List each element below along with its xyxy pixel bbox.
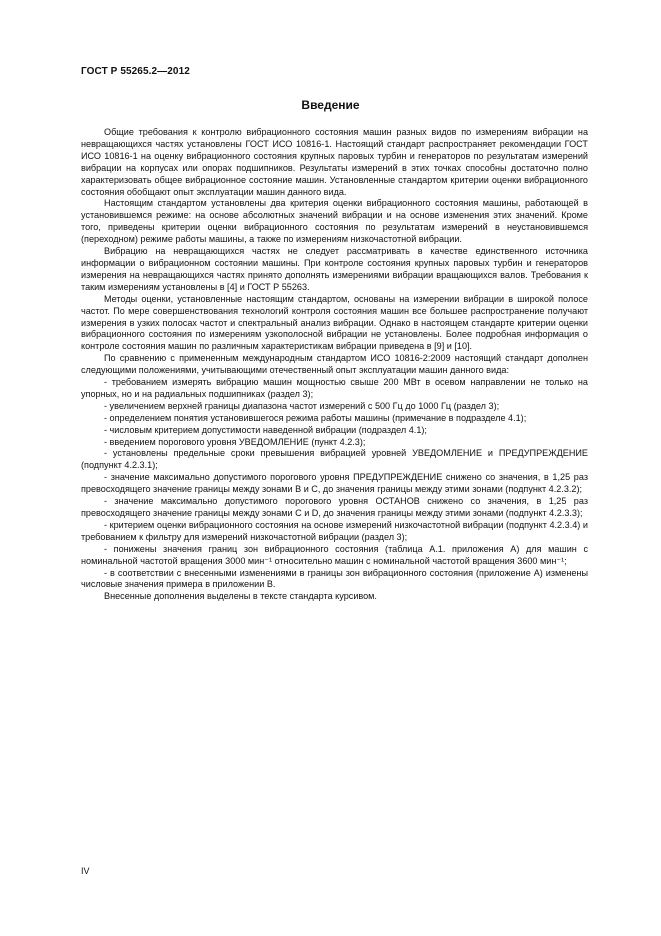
list-item: - значение максимально допустимого порогового уровня ОСТАНОВ снижено со значения, в 1,25 раз превосходящего значение границы между зонами С и D, до значения границы между этими зонами (подпункт 4.2.3.3);: [81, 496, 588, 518]
paragraph: Настоящим стандартом установлены два критерия оценки вибрационного состояния машины, работающей в установившемся режиме: на основе абсолютных значений вибрации и на основе изменения этих значений. Кроме того, приведены критерии оценки вибрационного состояния по результатам измерений в неустановившемся (переходном) режиме работы машины, а также по измерениям низкочастотной вибрации.: [81, 198, 588, 245]
list-item: - числовым критерием допустимости наведенной вибрации (подраздел 4.1);: [104, 424, 427, 435]
list-item: - введением порогового уровня УВЕДОМЛЕНИЕ (пункт 4.2.3);: [104, 436, 366, 447]
document-header: ГОСТ Р 55265.2—2012: [81, 66, 190, 77]
paragraph: Общие требования к контролю вибрационного состояния машин разных видов по измерениям вибрации на невращающихся частях установлены ГОСТ ИСО 10816-1. Настоящий стандарт распространяет рекомендации ГОСТ ИСО 10816-1 на оценку вибрационного состояния крупных паровых турбин и генераторов по результатам измерений вибрации на корпусах или опорах подшипников. Результаты измерений в этих точках способны достаточно полно характеризовать общее вибрационное состояние машин. Установленные стандартом критерии оценки вибрационного состояния обобщают опыт эксплуатации машин данного вида.: [81, 127, 588, 197]
list-item: - в соответствии с внесенными изменениями в границы зон вибрационного состояния (приложение А) изменены числовые значения примера в приложении В.: [81, 567, 588, 590]
list-item: - определением понятия установившегося режима работы машины (примечание в подразделе 4.1);: [104, 412, 527, 423]
list-item: - критерием оценки вибрационного состояния на основе измерений низкочастотной вибрации (подпункт 4.2.3.4) и требованием к фильтру для измерений низкочастотной вибрации (раздел 3);: [81, 519, 588, 542]
paragraph: По сравнению с примененным международным стандартом ИСО 10816-2:2009 настоящий стандарт дополнен следующими положениями, учитывающими отечественный опыт эксплуатации машин данного вида:: [81, 353, 588, 376]
page-number: IV: [81, 866, 90, 876]
paragraph: Методы оценки, установленные настоящим стандартом, основаны на измерении вибрации в широкой полосе частот. По мере совершенствования технологий контроля состояния машин все большее распространение получают измерения в узких полосах частот и спектральный анализ вибрации. Однако в настоящем стандарте критерии оценки вибрационного состояния по измерениям узкополосной вибрации не установлены. Более подробная информация о контроле состояния машин по различным характеристикам вибрации приведена в [9] и [10].: [81, 293, 588, 352]
list-item: - увеличением верхней границы диапазона частот измерений с 500 Гц до 1000 Гц (раздел 3);: [104, 400, 500, 411]
section-title: Введение: [301, 98, 360, 112]
paragraph: Внесенные дополнения выделены в тексте стандарта курсивом.: [104, 591, 377, 602]
list-item: - установлены предельные сроки превышения вибрацией уровней УВЕДОМЛЕНИЕ и ПРЕДУПРЕЖДЕНИЕ (подпункт 4.2.3.1);: [81, 448, 588, 471]
list-item: - значение максимально допустимого порогового уровня ПРЕДУПРЕЖДЕНИЕ снижено со значения, в 1,25 раз превосходящего значение границы между зонами В и С, до значения границы между этими зонами (подпункт 4.2.3.2);: [81, 472, 588, 495]
list-item: - требованием измерять вибрацию машин мощностью свыше 200 МВт в осевом направлении не только на упорных, но и на радиальных подшипниках (раздел 3);: [81, 377, 588, 399]
body-text: [81, 127, 588, 603]
paragraph: Вибрацию на невращающихся частях не следует рассматривать в качестве единственного источника информации о вибрационном состоянии машины. При контроле состояния крупных паровых турбин и генераторов измерения на невращающихся частях принято дополнять измерениями вибрации вращающихся валов. Требования к таким измерениям установлены в [4] и ГОСТ Р 55263.: [81, 246, 588, 292]
list-item: - понижены значения границ зон вибрационного состояния (таблица А.1. приложения А) для машин с номинальной частотой вращения 3000 мин⁻¹ относительно машин с номинальной частотой вращения 3600 мин⁻¹;: [81, 543, 588, 566]
